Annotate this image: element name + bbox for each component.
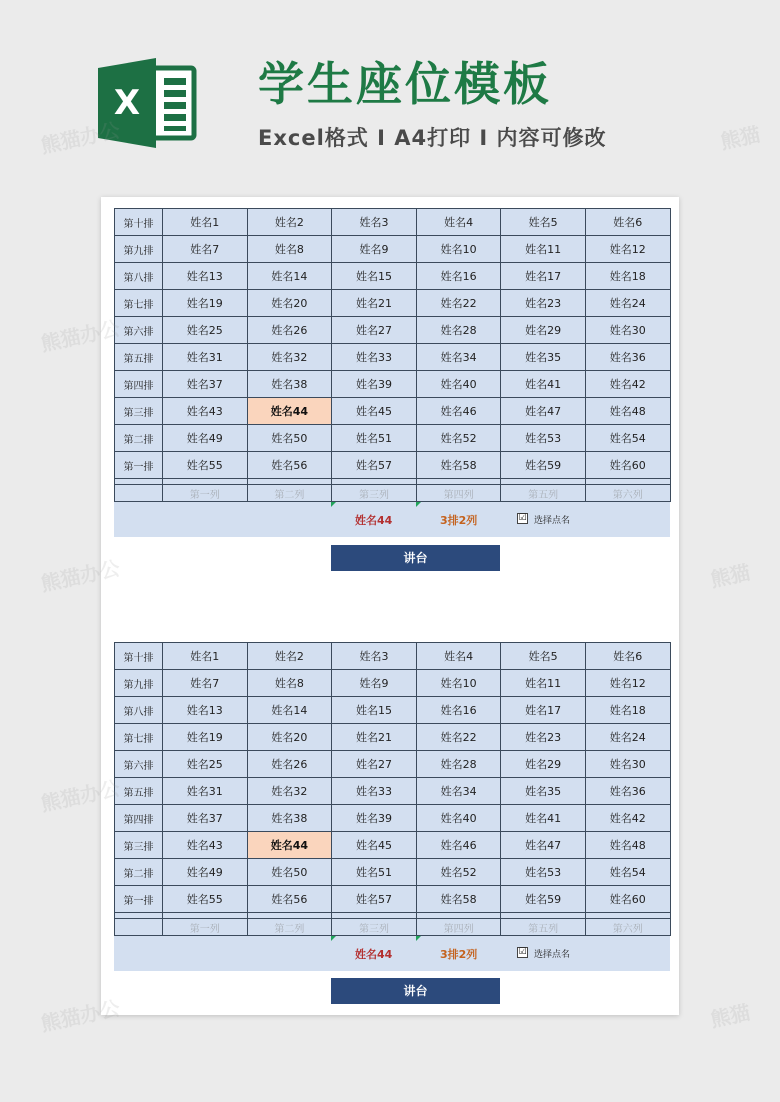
seating-chart-1 bbox=[114, 208, 670, 565]
column-label: 第一列 bbox=[163, 919, 248, 936]
seat-row bbox=[115, 724, 671, 751]
cell-comment-marker bbox=[331, 502, 336, 507]
seat-row bbox=[115, 290, 671, 317]
select-rollcall-checkbox[interactable]: ☑ bbox=[518, 513, 527, 523]
seat-row bbox=[115, 398, 671, 425]
seat-cell[interactable]: 姓名52 bbox=[416, 859, 501, 886]
watermark: 熊猫办公 bbox=[38, 555, 122, 597]
seat-cell[interactable]: 姓名22 bbox=[416, 724, 501, 751]
column-label: 第二列 bbox=[247, 919, 332, 936]
seat-row bbox=[115, 859, 671, 886]
cell-comment-marker bbox=[331, 936, 336, 941]
seat-cell[interactable]: 姓名31 bbox=[163, 344, 248, 371]
seat-cell[interactable]: 姓名8 bbox=[247, 236, 332, 263]
seat-cell[interactable]: 姓名12 bbox=[585, 236, 670, 263]
seat-grid bbox=[114, 208, 671, 502]
seat-cell[interactable]: 姓名57 bbox=[332, 452, 417, 479]
row-label: 第九排 bbox=[115, 670, 163, 697]
logo-letter: X bbox=[113, 83, 141, 123]
row-label: 第八排 bbox=[115, 697, 163, 724]
seat-cell[interactable]: 姓名58 bbox=[416, 886, 501, 913]
seat-cell[interactable]: 姓名30 bbox=[585, 751, 670, 778]
seat-cell[interactable]: 姓名15 bbox=[332, 697, 417, 724]
seat-cell[interactable]: 姓名16 bbox=[416, 697, 501, 724]
row-label: 第二排 bbox=[115, 425, 163, 452]
seat-cell[interactable]: 姓名5 bbox=[501, 643, 586, 670]
row-label: 第四排 bbox=[115, 371, 163, 398]
row-label: 第七排 bbox=[115, 724, 163, 751]
seat-cell[interactable]: 姓名34 bbox=[416, 344, 501, 371]
row-label: 第八排 bbox=[115, 263, 163, 290]
seat-cell[interactable]: 姓名20 bbox=[247, 290, 332, 317]
watermark: 熊猫办公 bbox=[38, 775, 122, 817]
seat-cell[interactable]: 姓名42 bbox=[585, 805, 670, 832]
seat-row bbox=[115, 425, 671, 452]
seat-grid bbox=[114, 642, 671, 936]
seat-cell[interactable]: 姓名58 bbox=[416, 452, 501, 479]
seat-cell[interactable]: 姓名7 bbox=[163, 670, 248, 697]
row-label: 第五排 bbox=[115, 778, 163, 805]
seat-cell[interactable]: 姓名23 bbox=[501, 290, 586, 317]
seat-cell[interactable]: 姓名32 bbox=[247, 344, 332, 371]
watermark: 熊猫办公 bbox=[38, 117, 122, 159]
checkbox-label: 选择点名 bbox=[534, 516, 571, 526]
seat-cell[interactable]: 姓名1 bbox=[163, 643, 248, 670]
seat-cell[interactable]: 姓名20 bbox=[247, 724, 332, 751]
seat-row bbox=[115, 778, 671, 805]
seat-cell[interactable]: 姓名18 bbox=[585, 697, 670, 724]
seat-cell[interactable]: 姓名36 bbox=[585, 344, 670, 371]
seat-cell[interactable]: 姓名19 bbox=[163, 290, 248, 317]
seat-cell[interactable]: 姓名50 bbox=[247, 859, 332, 886]
seat-cell[interactable]: 姓名41 bbox=[501, 371, 586, 398]
paper-sheet bbox=[101, 197, 679, 1015]
row-label: 第六排 bbox=[115, 751, 163, 778]
seat-cell[interactable]: 姓名13 bbox=[163, 697, 248, 724]
seat-cell[interactable]: 姓名39 bbox=[332, 805, 417, 832]
seat-row bbox=[115, 344, 671, 371]
seat-cell[interactable]: 姓名9 bbox=[332, 670, 417, 697]
seat-cell[interactable]: 姓名37 bbox=[163, 805, 248, 832]
seat-cell[interactable]: 姓名31 bbox=[163, 778, 248, 805]
seat-cell[interactable]: 姓名55 bbox=[163, 886, 248, 913]
column-label: 第四列 bbox=[416, 485, 501, 502]
seat-cell[interactable]: 姓名7 bbox=[163, 236, 248, 263]
seat-cell[interactable]: 姓名2 bbox=[247, 643, 332, 670]
seat-cell[interactable]: 姓名34 bbox=[416, 778, 501, 805]
seat-cell[interactable]: 姓名48 bbox=[585, 832, 670, 859]
seat-row bbox=[115, 670, 671, 697]
seat-cell[interactable]: 姓名4 bbox=[416, 209, 501, 236]
seat-cell[interactable]: 姓名18 bbox=[585, 263, 670, 290]
page-subtitle: Excel格式 I A4打印 I 内容可修改 bbox=[258, 126, 607, 150]
column-label: 第二列 bbox=[247, 485, 332, 502]
seat-cell[interactable]: 姓名46 bbox=[416, 398, 501, 425]
seat-cell[interactable]: 姓名43 bbox=[163, 398, 248, 425]
seat-cell[interactable]: 姓名12 bbox=[585, 670, 670, 697]
seat-cell[interactable]: 姓名5 bbox=[501, 209, 586, 236]
checkbox-label: 选择点名 bbox=[534, 950, 571, 960]
row-label: 第七排 bbox=[115, 290, 163, 317]
column-label: 第三列 bbox=[332, 919, 417, 936]
row-label: 第一排 bbox=[115, 452, 163, 479]
seat-cell[interactable]: 姓名8 bbox=[247, 670, 332, 697]
seat-cell[interactable]: 姓名11 bbox=[501, 236, 586, 263]
select-rollcall-checkbox[interactable]: ☑ bbox=[518, 947, 527, 957]
seat-cell[interactable]: 姓名1 bbox=[163, 209, 248, 236]
seat-cell[interactable]: 姓名21 bbox=[332, 724, 417, 751]
row-label: 第六排 bbox=[115, 317, 163, 344]
seat-cell[interactable]: 姓名47 bbox=[501, 832, 586, 859]
column-corner-cell bbox=[115, 919, 163, 936]
seat-cell[interactable]: 姓名2 bbox=[247, 209, 332, 236]
seat-row bbox=[115, 886, 671, 913]
seat-cell[interactable]: 姓名23 bbox=[501, 724, 586, 751]
seat-cell[interactable]: 姓名57 bbox=[332, 886, 417, 913]
seat-cell[interactable]: 姓名14 bbox=[247, 263, 332, 290]
seat-cell[interactable]: 姓名51 bbox=[332, 859, 417, 886]
seat-cell[interactable]: 姓名6 bbox=[585, 209, 670, 236]
cell-comment-marker bbox=[416, 502, 421, 507]
seat-cell[interactable]: 姓名17 bbox=[501, 263, 586, 290]
seat-cell[interactable]: 姓名30 bbox=[585, 317, 670, 344]
seat-cell[interactable]: 姓名60 bbox=[585, 452, 670, 479]
seat-cell[interactable]: 姓名22 bbox=[416, 290, 501, 317]
row-label: 第十排 bbox=[115, 209, 163, 236]
seat-cell[interactable]: 姓名38 bbox=[247, 805, 332, 832]
seat-cell[interactable]: 姓名47 bbox=[501, 398, 586, 425]
column-label: 第五列 bbox=[501, 485, 586, 502]
selected-position: 3排2列 bbox=[440, 514, 478, 527]
seat-cell[interactable]: 姓名45 bbox=[332, 832, 417, 859]
seat-cell[interactable]: 姓名40 bbox=[416, 805, 501, 832]
seat-cell[interactable]: 姓名49 bbox=[163, 425, 248, 452]
seat-cell[interactable]: 姓名60 bbox=[585, 886, 670, 913]
page-header bbox=[0, 0, 780, 190]
watermark: 熊猫办公 bbox=[38, 315, 122, 357]
seat-cell[interactable]: 姓名26 bbox=[247, 317, 332, 344]
row-label: 第九排 bbox=[115, 236, 163, 263]
row-label: 第三排 bbox=[115, 832, 163, 859]
seat-cell[interactable]: 姓名25 bbox=[163, 751, 248, 778]
seat-cell[interactable]: 姓名3 bbox=[332, 643, 417, 670]
seat-row bbox=[115, 832, 671, 859]
seat-cell[interactable]: 姓名59 bbox=[501, 452, 586, 479]
seat-cell[interactable]: 姓名9 bbox=[332, 236, 417, 263]
seat-cell[interactable]: 姓名50 bbox=[247, 425, 332, 452]
watermark: 熊猫办公 bbox=[38, 995, 122, 1037]
seat-cell[interactable]: 姓名21 bbox=[332, 290, 417, 317]
cell-comment-marker bbox=[416, 936, 421, 941]
column-label-row bbox=[115, 485, 671, 502]
seat-cell[interactable]: 姓名59 bbox=[501, 886, 586, 913]
seat-cell-selected[interactable]: 姓名44 bbox=[247, 832, 332, 859]
seat-row bbox=[115, 236, 671, 263]
seat-cell[interactable]: 姓名33 bbox=[332, 778, 417, 805]
column-label: 第四列 bbox=[416, 919, 501, 936]
column-label: 第五列 bbox=[501, 919, 586, 936]
seat-cell[interactable]: 姓名38 bbox=[247, 371, 332, 398]
page-title: 学生座位模板 bbox=[258, 57, 552, 111]
seat-cell[interactable]: 姓名37 bbox=[163, 371, 248, 398]
seat-row bbox=[115, 209, 671, 236]
seat-cell[interactable]: 姓名28 bbox=[416, 317, 501, 344]
seat-cell[interactable]: 姓名11 bbox=[501, 670, 586, 697]
seat-cell[interactable]: 姓名53 bbox=[501, 425, 586, 452]
row-label: 第十排 bbox=[115, 643, 163, 670]
column-corner-cell bbox=[115, 485, 163, 502]
seat-cell[interactable]: 姓名42 bbox=[585, 371, 670, 398]
seat-cell[interactable]: 姓名32 bbox=[247, 778, 332, 805]
seat-cell[interactable]: 姓名17 bbox=[501, 697, 586, 724]
column-label: 第三列 bbox=[332, 485, 417, 502]
row-label: 第四排 bbox=[115, 805, 163, 832]
seat-cell[interactable]: 姓名26 bbox=[247, 751, 332, 778]
seat-cell[interactable]: 姓名19 bbox=[163, 724, 248, 751]
seat-cell[interactable]: 姓名28 bbox=[416, 751, 501, 778]
seat-cell[interactable]: 姓名43 bbox=[163, 832, 248, 859]
seat-cell[interactable]: 姓名36 bbox=[585, 778, 670, 805]
seat-cell[interactable]: 姓名48 bbox=[585, 398, 670, 425]
seat-cell[interactable]: 姓名10 bbox=[416, 236, 501, 263]
seat-row bbox=[115, 263, 671, 290]
seat-cell[interactable]: 姓名29 bbox=[501, 751, 586, 778]
seat-cell[interactable]: 姓名6 bbox=[585, 643, 670, 670]
seat-cell[interactable]: 姓名51 bbox=[332, 425, 417, 452]
seat-row bbox=[115, 697, 671, 724]
watermark: 熊猫 bbox=[708, 1000, 753, 1032]
seat-cell[interactable]: 姓名29 bbox=[501, 317, 586, 344]
watermark: 熊猫 bbox=[708, 560, 753, 592]
row-label: 第一排 bbox=[115, 886, 163, 913]
column-label: 第六列 bbox=[585, 485, 670, 502]
seat-cell[interactable]: 姓名27 bbox=[332, 751, 417, 778]
selection-status-bar bbox=[114, 936, 670, 971]
seat-cell[interactable]: 姓名15 bbox=[332, 263, 417, 290]
seat-cell[interactable]: 姓名33 bbox=[332, 344, 417, 371]
seat-row bbox=[115, 317, 671, 344]
seat-cell[interactable]: 姓名56 bbox=[247, 886, 332, 913]
row-label: 第五排 bbox=[115, 344, 163, 371]
seat-row bbox=[115, 751, 671, 778]
seat-cell[interactable]: 姓名56 bbox=[247, 452, 332, 479]
seat-cell[interactable]: 姓名55 bbox=[163, 452, 248, 479]
column-label-row bbox=[115, 919, 671, 936]
seat-row bbox=[115, 371, 671, 398]
selection-status-bar bbox=[114, 502, 670, 537]
seat-cell[interactable]: 姓名16 bbox=[416, 263, 501, 290]
row-label: 第二排 bbox=[115, 859, 163, 886]
seat-cell[interactable]: 姓名24 bbox=[585, 724, 670, 751]
seat-cell[interactable]: 姓名45 bbox=[332, 398, 417, 425]
seat-cell[interactable]: 姓名41 bbox=[501, 805, 586, 832]
seat-cell[interactable]: 姓名10 bbox=[416, 670, 501, 697]
seat-cell[interactable]: 姓名53 bbox=[501, 859, 586, 886]
seat-cell[interactable]: 姓名35 bbox=[501, 778, 586, 805]
seat-cell[interactable]: 姓名49 bbox=[163, 859, 248, 886]
seat-cell[interactable]: 姓名4 bbox=[416, 643, 501, 670]
column-label: 第六列 bbox=[585, 919, 670, 936]
row-label: 第三排 bbox=[115, 398, 163, 425]
seat-cell[interactable]: 姓名35 bbox=[501, 344, 586, 371]
podium-label: 讲台 bbox=[331, 978, 500, 1004]
seat-row bbox=[115, 452, 671, 479]
seat-cell[interactable]: 姓名40 bbox=[416, 371, 501, 398]
seat-cell-selected[interactable]: 姓名44 bbox=[247, 398, 332, 425]
podium-label: 讲台 bbox=[331, 545, 500, 571]
seating-chart-2 bbox=[114, 642, 670, 998]
selected-name: 姓名44 bbox=[355, 948, 393, 961]
seat-cell[interactable]: 姓名39 bbox=[332, 371, 417, 398]
seat-row bbox=[115, 643, 671, 670]
seat-cell[interactable]: 姓名14 bbox=[247, 697, 332, 724]
selected-name: 姓名44 bbox=[355, 514, 393, 527]
seat-cell[interactable]: 姓名52 bbox=[416, 425, 501, 452]
seat-cell[interactable]: 姓名13 bbox=[163, 263, 248, 290]
seat-cell[interactable]: 姓名54 bbox=[585, 425, 670, 452]
seat-cell[interactable]: 姓名24 bbox=[585, 290, 670, 317]
seat-cell[interactable]: 姓名3 bbox=[332, 209, 417, 236]
selected-position: 3排2列 bbox=[440, 948, 478, 961]
seat-row bbox=[115, 805, 671, 832]
column-label: 第一列 bbox=[163, 485, 248, 502]
watermark: 熊猫 bbox=[718, 122, 763, 154]
seat-cell[interactable]: 姓名54 bbox=[585, 859, 670, 886]
seat-cell[interactable]: 姓名46 bbox=[416, 832, 501, 859]
seat-cell[interactable]: 姓名27 bbox=[332, 317, 417, 344]
seat-cell[interactable]: 姓名25 bbox=[163, 317, 248, 344]
